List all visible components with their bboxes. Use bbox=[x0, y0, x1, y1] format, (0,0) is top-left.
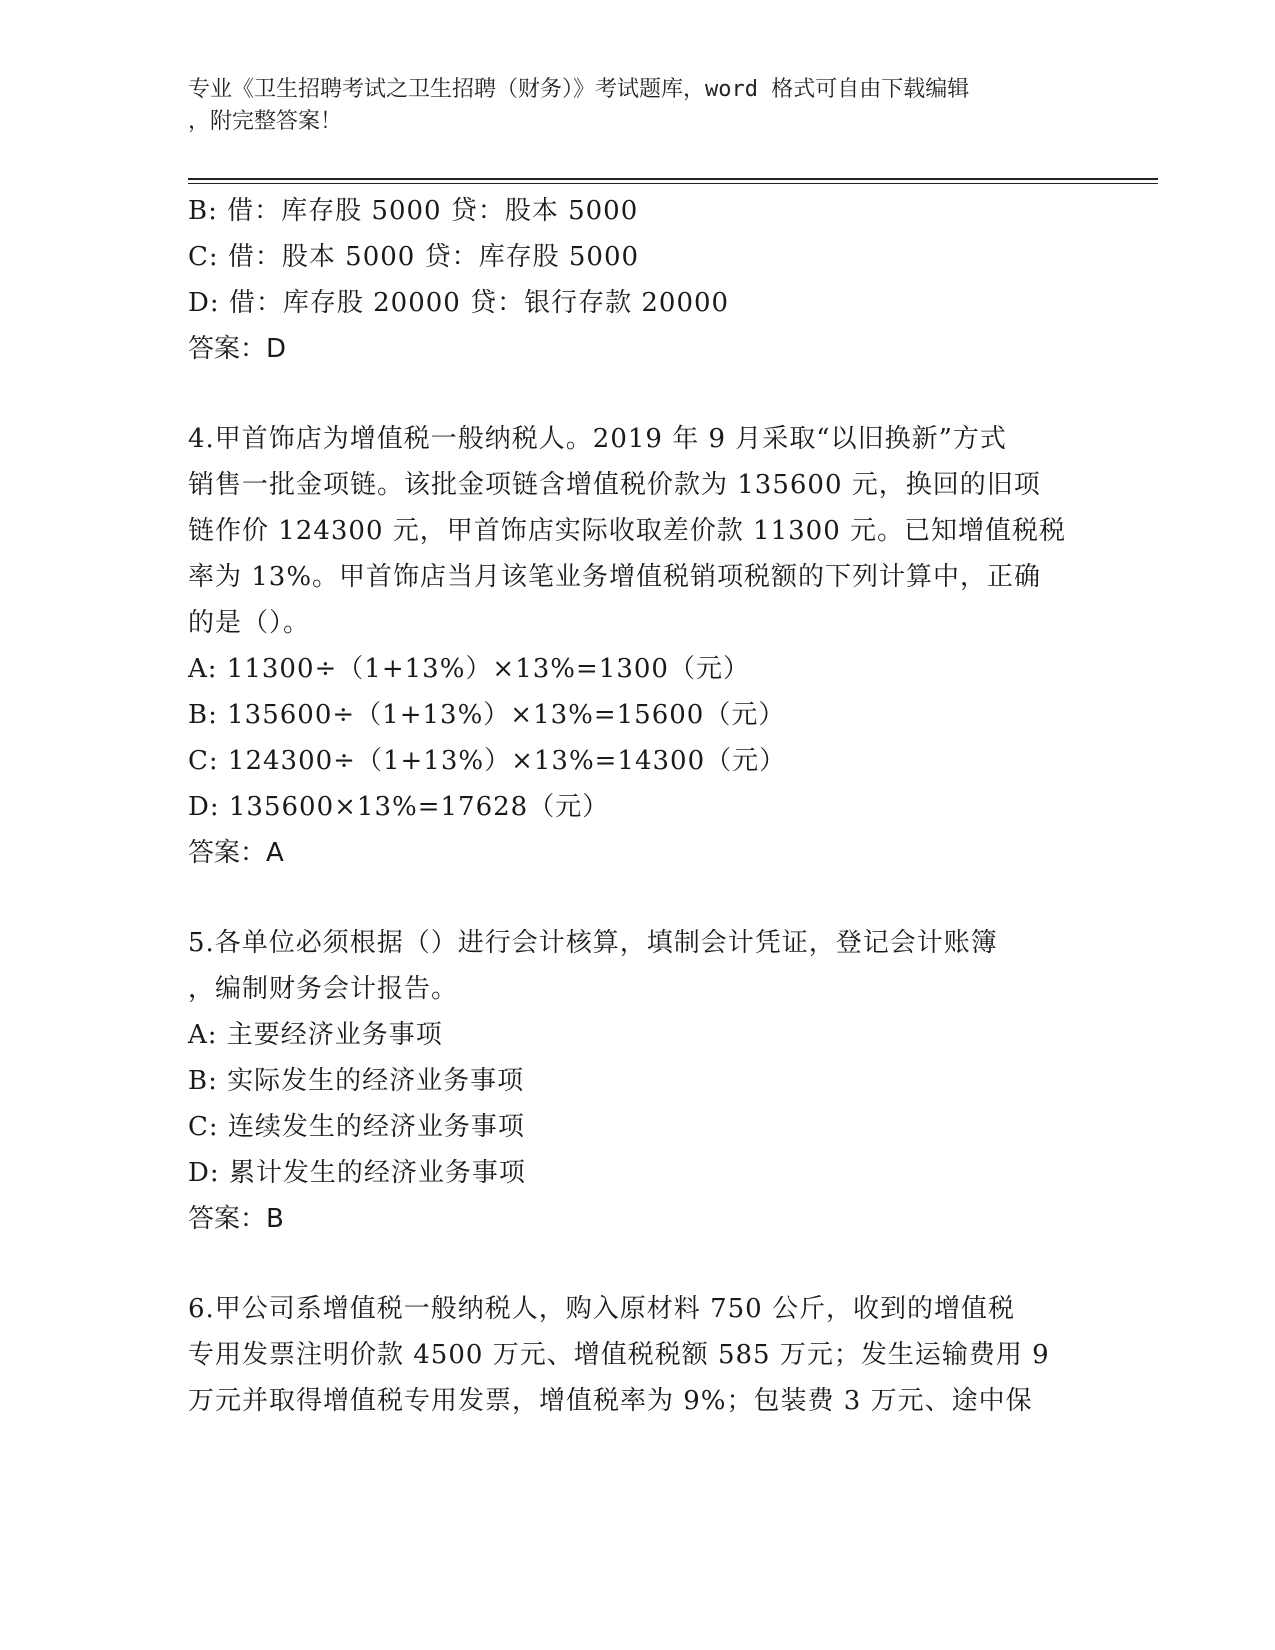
spacer bbox=[188, 876, 1088, 920]
question-stem: 的是（）。 bbox=[188, 608, 311, 638]
question-stem: 率为 13%。甲首饰店当月该笔业务增值税销项税额的下列计算中，正确 bbox=[188, 562, 1042, 592]
document-body bbox=[188, 188, 1088, 1424]
header-line: ，附完整答案！ bbox=[188, 109, 343, 134]
header-rule-thin bbox=[188, 183, 1158, 184]
option-c: C: 借：股本 5000 贷：库存股 5000 bbox=[188, 242, 640, 272]
answer: 答案：A bbox=[188, 838, 284, 868]
option-b: B: 135600÷（1+13%）×13%=15600（元） bbox=[188, 700, 786, 730]
option-d: D: 135600×13%=17628（元） bbox=[188, 792, 610, 822]
option-d: D: 累计发生的经济业务事项 bbox=[188, 1158, 526, 1188]
option-a: A: 11300÷（1+13%）×13%=1300（元） bbox=[188, 654, 750, 684]
question-stem: 链作价 124300 元，甲首饰店实际收取差价款 11300 元。已知增值税税 bbox=[188, 516, 1067, 546]
question-stem: 万元并取得增值税专用发票，增值税率为 9%；包装费 3 万元、途中保 bbox=[188, 1386, 1033, 1416]
answer: 答案：D bbox=[188, 334, 287, 364]
option-b: B: 实际发生的经济业务事项 bbox=[188, 1066, 525, 1096]
question-3 bbox=[188, 188, 1088, 372]
question-5 bbox=[188, 920, 1088, 1242]
answer: 答案：B bbox=[188, 1204, 284, 1234]
question-stem: 6.甲公司系增值税一般纳税人，购入原材料 750 公斤，收到的增值税 bbox=[188, 1294, 1015, 1324]
document-header bbox=[188, 74, 1068, 138]
question-stem: 销售一批金项链。该批金项链含增值税价款为 135600 元，换回的旧项 bbox=[188, 470, 1041, 500]
option-a: A: 主要经济业务事项 bbox=[188, 1020, 443, 1050]
option-b: B: 借：库存股 5000 贷：股本 5000 bbox=[188, 196, 639, 226]
question-6 bbox=[188, 1286, 1088, 1424]
spacer bbox=[188, 1242, 1088, 1286]
header-line: 专业《卫生招聘考试之卫生招聘（财务）》考试题库，word 格式可自由下载编辑 bbox=[188, 77, 970, 102]
question-stem: 专用发票注明价款 4500 万元、增值税税额 585 万元；发生运输费用 9 bbox=[188, 1340, 1050, 1370]
option-c: C: 连续发生的经济业务事项 bbox=[188, 1112, 525, 1142]
spacer bbox=[188, 372, 1088, 416]
header-rule bbox=[188, 178, 1158, 180]
question-stem: 5.各单位必须根据（）进行会计核算，填制会计凭证，登记会计账簿 bbox=[188, 928, 998, 958]
option-c: C: 124300÷（1+13%）×13%=14300（元） bbox=[188, 746, 787, 776]
question-4 bbox=[188, 416, 1088, 876]
option-d: D: 借：库存股 20000 贷：银行存款 20000 bbox=[188, 288, 730, 318]
question-stem: ，编制财务会计报告。 bbox=[188, 974, 459, 1004]
question-stem: 4.甲首饰店为增值税一般纳税人。2019 年 9 月采取“以旧换新”方式 bbox=[188, 424, 1007, 454]
